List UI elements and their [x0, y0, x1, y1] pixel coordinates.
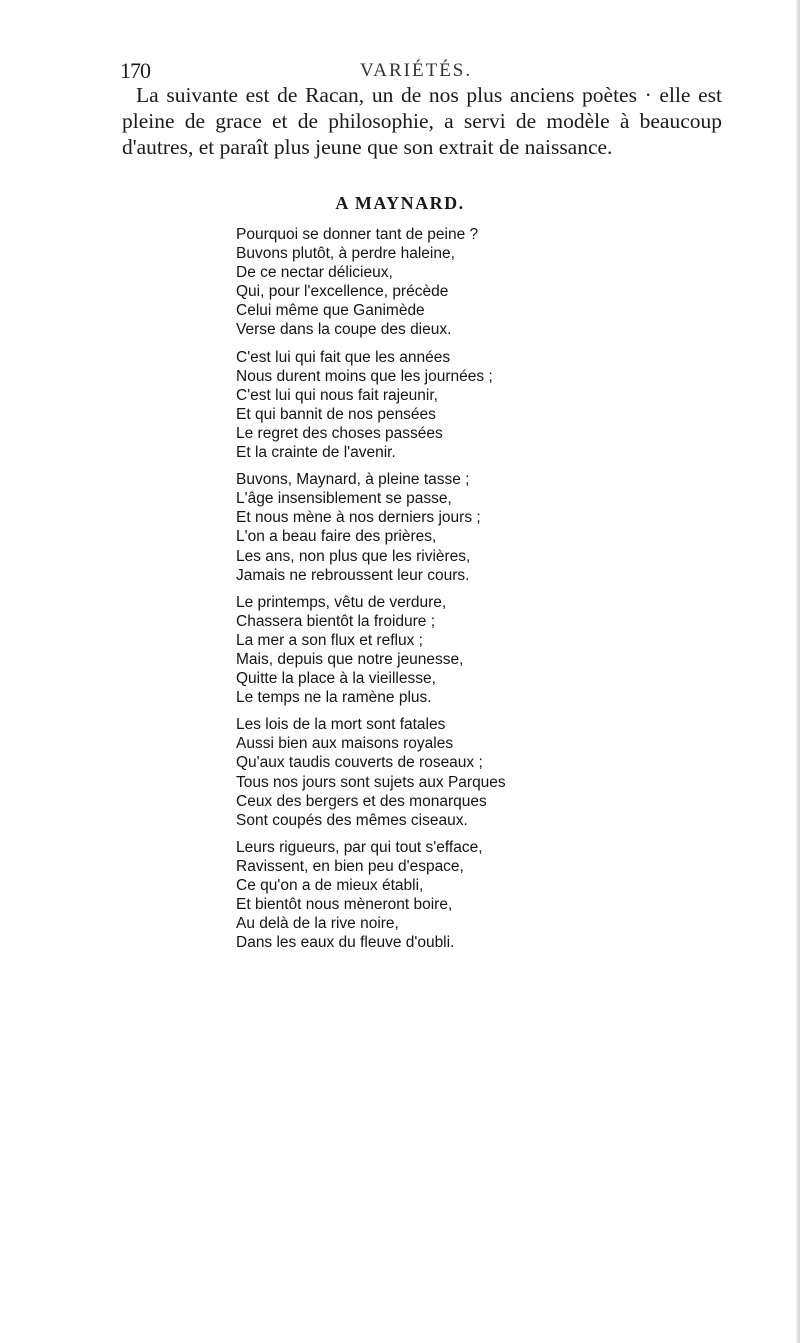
stanza [236, 838, 656, 953]
verse-line: C'est lui qui nous fait rajeunir, [236, 386, 438, 404]
verse-line: Les lois de la mort sont fatales [236, 716, 446, 734]
verse-line: Buvons plutôt, à perdre haleine, [236, 245, 455, 263]
verse-line: Verse dans la coupe des dieux. [236, 321, 452, 339]
intro-text: La suivante est de Racan, un de nos plus anciens poètes · elle est pleine de grace et de philosophie, a servi de modèle à beaucoup d'autres, et paraît plus jeune que son extrait de naissance. [122, 83, 722, 159]
running-title: VARIÉTÉS. [360, 60, 473, 81]
verse-line: La mer a son flux et reflux ; [236, 631, 423, 649]
verse-line: Qu'aux taudis couverts de roseaux ; [236, 754, 483, 772]
verse-line: Qui, pour l'excellence, précède [236, 283, 449, 301]
intro-paragraph [122, 82, 722, 160]
verse-line: Et qui bannit de nos pensées [236, 405, 436, 423]
verse-line: Leurs rigueurs, par qui tout s'efface, [236, 838, 483, 856]
verse-line: Et bientôt nous mèneront boire, [236, 896, 453, 914]
stanza [236, 715, 656, 830]
verse-line: Buvons, Maynard, à pleine tasse ; [236, 471, 470, 489]
verse-line: Ravissent, en bien peu d'espace, [236, 857, 464, 875]
verse-line: Le printemps, vêtu de verdure, [236, 593, 447, 611]
verse-line: Ce qu'on a de mieux établi, [236, 877, 424, 894]
verse-line: Dans les eaux du fleuve d'oubli. [236, 934, 455, 952]
verse-line: Chassera bientôt la froidure ; [236, 612, 436, 630]
verse-line: Nous durent moins que les journées ; [236, 367, 493, 385]
poem-title: A MAYNARD. [335, 193, 465, 213]
verse-line: Sont coupés des mêmes ciseaux. [236, 811, 468, 829]
stanza [236, 348, 656, 463]
stanza [236, 470, 656, 585]
verse-line: Mais, depuis que notre jeunesse, [236, 650, 464, 668]
verse-line: C'est lui qui fait que les années [236, 348, 451, 366]
verse-line: Jamais ne rebroussent leur cours. [236, 566, 470, 584]
verse-line: Le temps ne la ramène plus. [236, 689, 432, 707]
verse-line: Quitte la place à la vieillesse, [236, 670, 436, 688]
verse-line: Et nous mène à nos derniers jours ; [236, 509, 481, 527]
verse-line: Au delà de la rive noire, [236, 915, 399, 933]
verse-line: Tous nos jours sont sujets aux Parques [236, 773, 506, 791]
verse-line: Les ans, non plus que les rivières, [236, 547, 471, 565]
verse-line: Ceux des bergers et des monarques [236, 792, 487, 810]
poem-body [236, 225, 656, 960]
stanza [236, 593, 656, 708]
page-number: 170 [120, 58, 150, 83]
stanza [236, 225, 656, 340]
verse-line: L'on a beau faire des prières, [236, 528, 437, 546]
verse-line: Et la crainte de l'avenir. [236, 444, 396, 462]
scan-edge-shadow [796, 0, 800, 1343]
verse-line: Aussi bien aux maisons royales [236, 735, 454, 753]
verse-line: De ce nectar délicieux, [236, 264, 393, 282]
verse-line: L'âge insensiblement se passe, [236, 490, 452, 508]
verse-line: Celui même que Ganimède [236, 302, 425, 320]
verse-line: Le regret des choses passées [236, 424, 443, 442]
verse-line: Pourquoi se donner tant de peine ? [236, 226, 479, 243]
